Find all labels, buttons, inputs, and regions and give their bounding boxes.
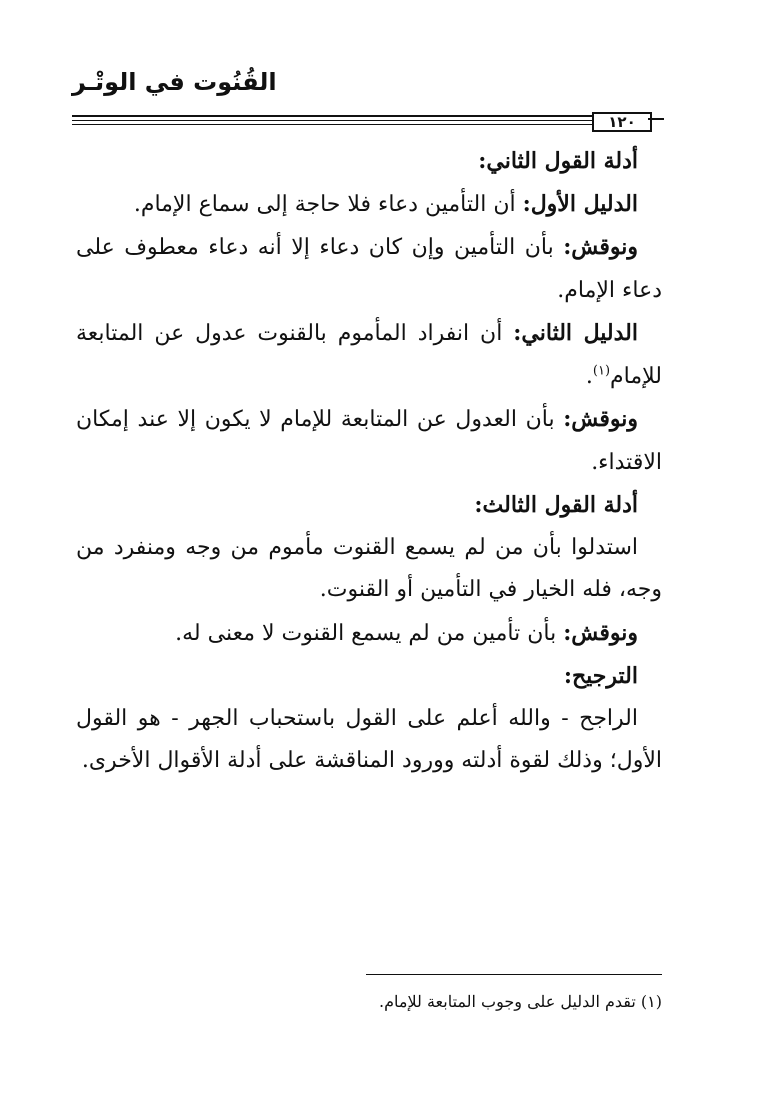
paragraph <box>76 612 662 656</box>
discussion-text: بأن تأمين من لم يسمع القنوت لا معنى له. <box>175 620 564 646</box>
evidence-text: أن انفراد المأموم بالقنوت عدول عن المتابعة للإمام <box>76 321 662 389</box>
header-rule-line <box>72 120 592 121</box>
discussion-label: ونوقش: <box>563 234 638 260</box>
main-text <box>76 140 662 783</box>
evidence-text: أن التأمين دعاء فلا حاجة إلى سماع الإمام. <box>133 191 523 217</box>
evidence-text-end: . <box>585 363 593 389</box>
discussion-label: ونوقش: <box>563 406 638 432</box>
header-rule-line <box>72 115 592 117</box>
paragraph: استدلوا بأن من لم يسمع القنوت مأموم من وجه ومنفرد من وجه، فله الخيار في التأمين أو القنوت. <box>76 534 662 602</box>
section-heading: أدلة القول الثالث: <box>474 492 638 518</box>
paragraph <box>76 183 662 227</box>
evidence-label: الدليل الأول: <box>522 190 638 217</box>
header-rule-line <box>648 118 664 120</box>
running-title: القُنُوت في الوتْـر <box>72 68 277 96</box>
section-heading: أدلة القول الثاني: <box>478 148 638 174</box>
footnote-reference[interactable]: (١) <box>592 363 611 379</box>
section-heading: الترجيح: <box>563 663 638 689</box>
header-rule-line <box>72 124 592 125</box>
paragraph <box>76 398 662 484</box>
discussion-label: ونوقش: <box>563 619 638 646</box>
footnote: (١) تقدم الدليل على وجوب المتابعة للإمام. <box>379 992 662 1011</box>
paragraph: الراجح - والله أعلم على القول باستحباب الجهر - هو القول الأول؛ وذلك لقوة أدلته وورود المناقشة على أدلة الأقوال الأخرى. <box>76 705 662 773</box>
paragraph <box>76 226 662 312</box>
discussion-text: بأن التأمين وإن كان دعاء إلا أنه دعاء معطوف على دعاء الإمام. <box>76 235 662 303</box>
header-rule <box>72 112 664 131</box>
page-number: ١٢٠ <box>592 112 652 132</box>
evidence-label: الدليل الثاني: <box>513 320 639 346</box>
paragraph <box>76 312 662 398</box>
discussion-text: بأن العدول عن المتابعة للإمام لا يكون إلا عند إمكان الاقتداء. <box>76 407 662 475</box>
footnote-separator <box>366 974 662 975</box>
